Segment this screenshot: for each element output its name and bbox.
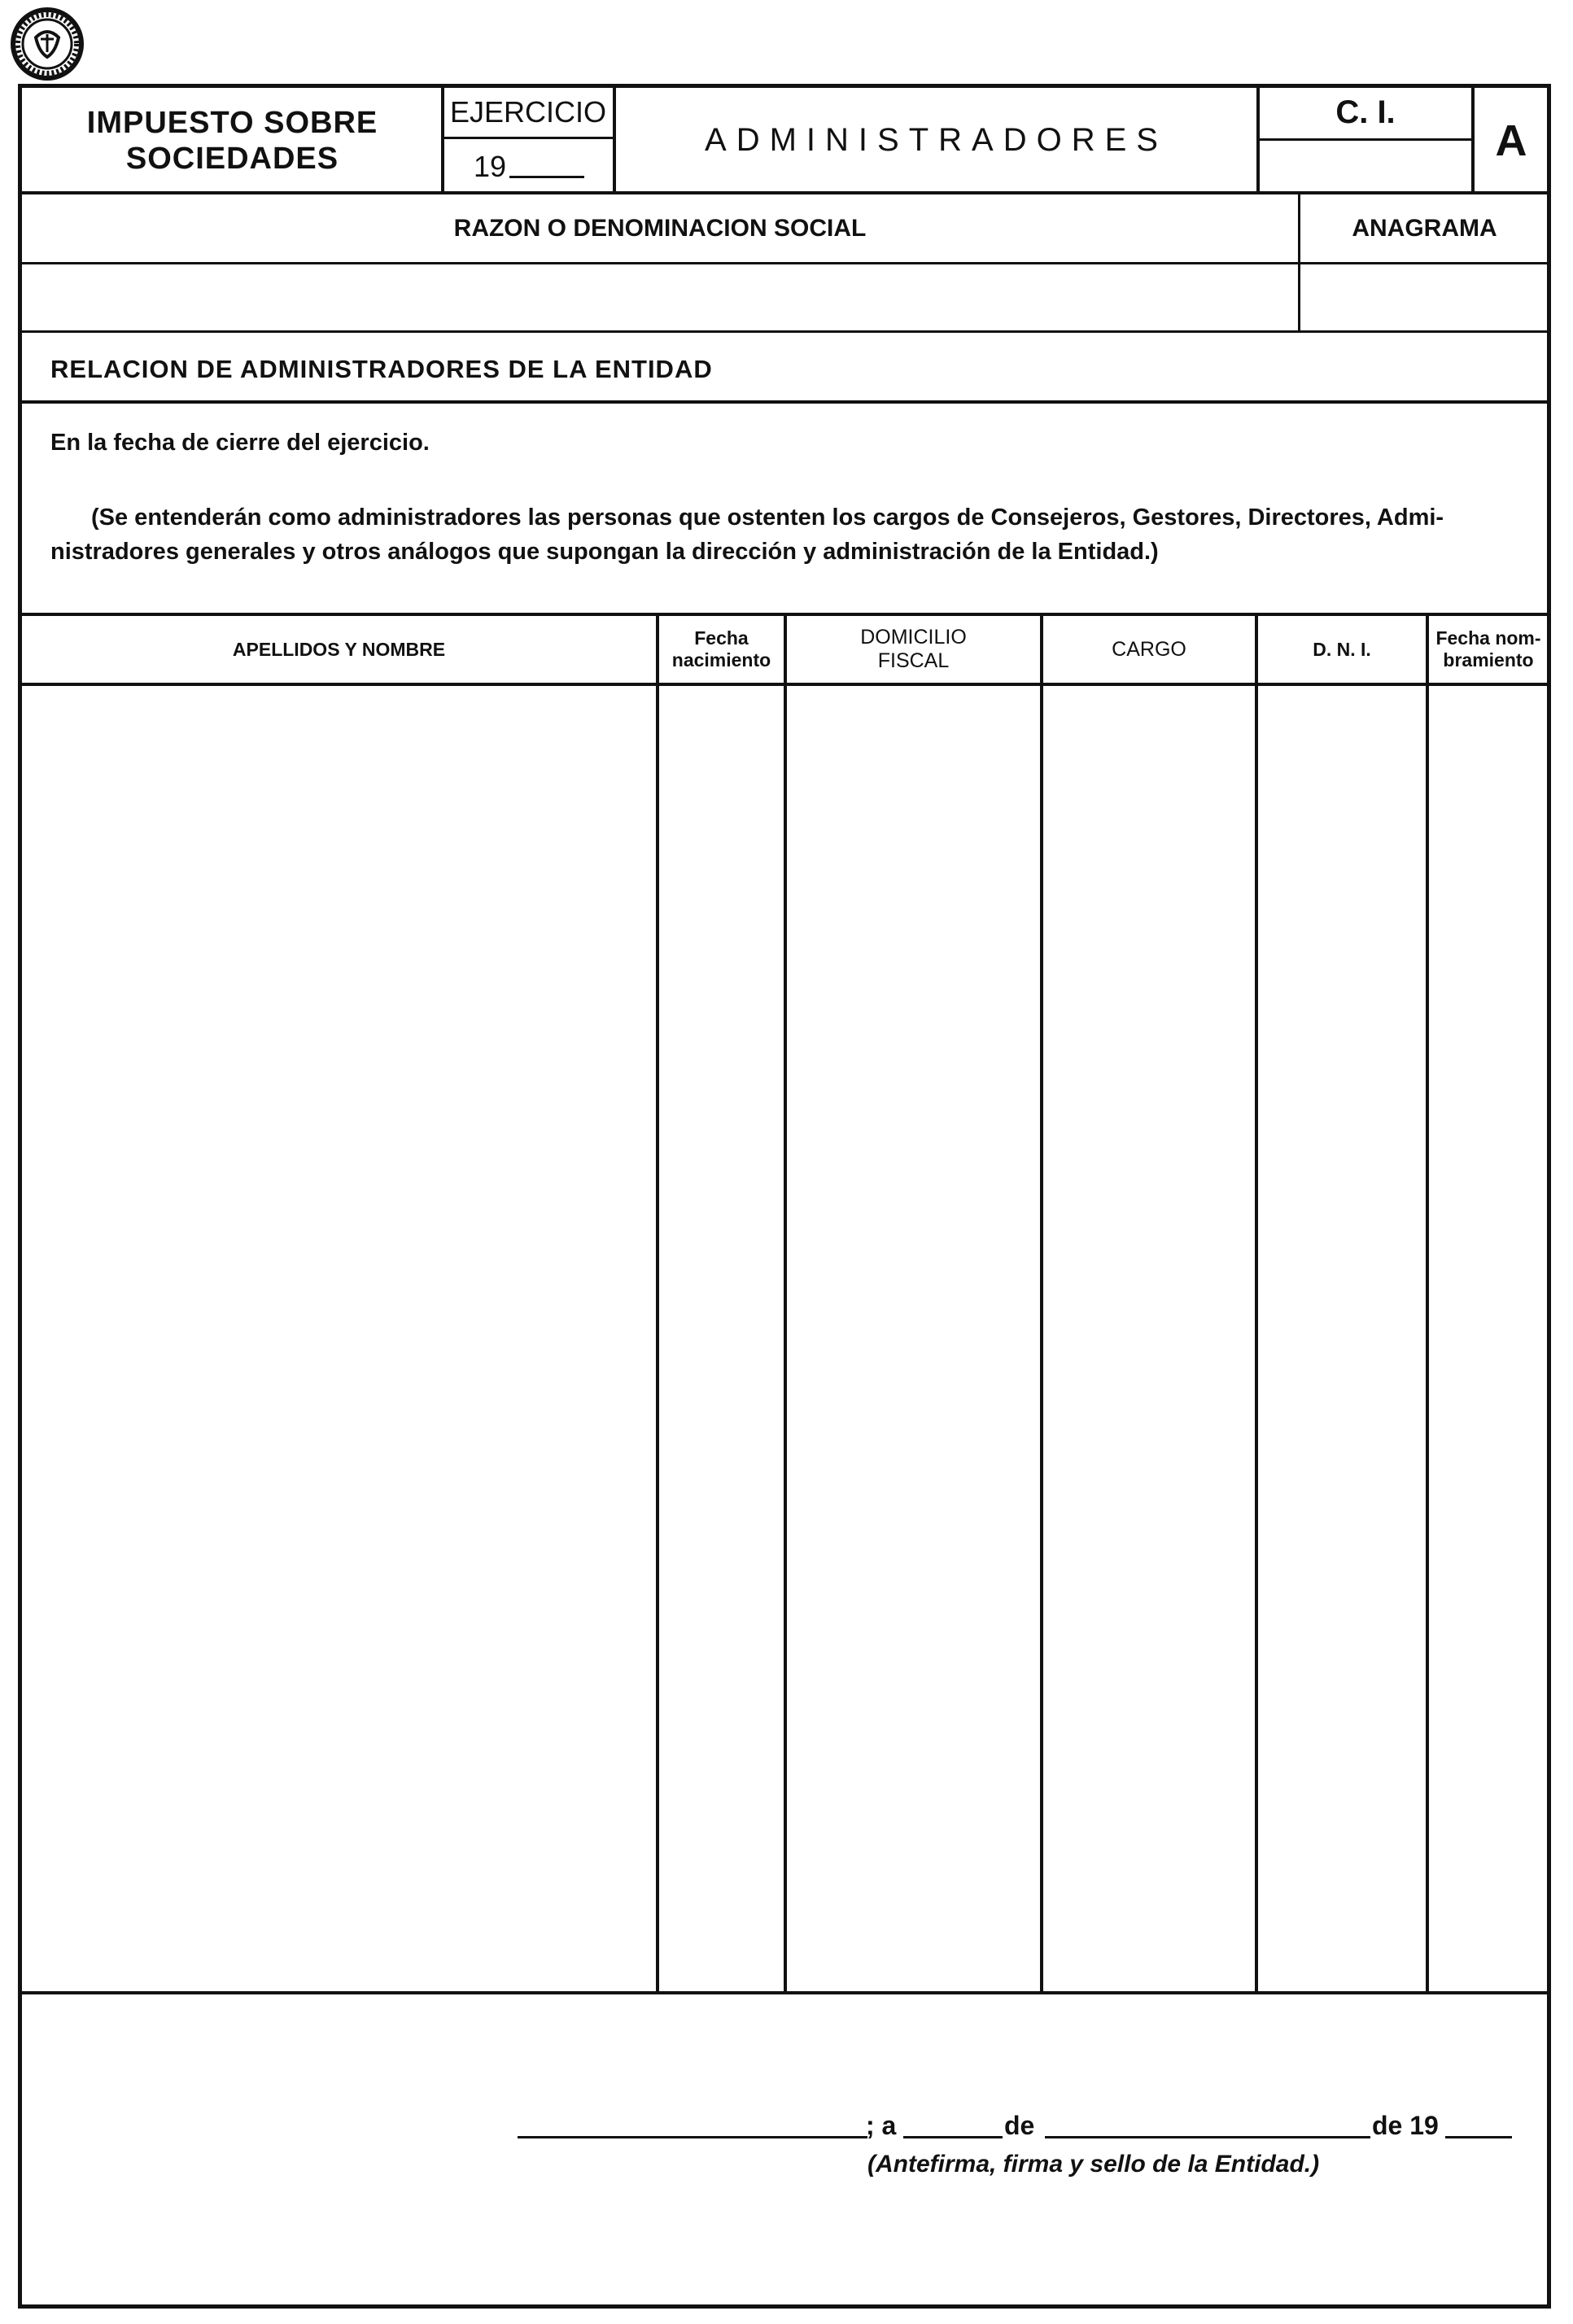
tax-title-line2: SOCIEDADES	[125, 141, 339, 176]
official-seal-icon	[10, 7, 85, 81]
table-body-domicilio[interactable]	[787, 686, 1040, 1991]
ci-label: C. I.	[1335, 94, 1396, 130]
column-header-apellidos: APELLIDOS Y NOMBRE	[232, 638, 446, 660]
signature-day-line[interactable]	[903, 2136, 1003, 2138]
signature-place-line[interactable]	[518, 2136, 867, 2138]
company-name-label: RAZON O DENOMINACION SOCIAL	[453, 214, 867, 242]
signature-month-line[interactable]	[1045, 2136, 1370, 2138]
explanation-line2: nistradores generales y otros análogos que supongan la dirección y administración de la Entidad.)	[50, 539, 1159, 565]
date-note: En la fecha de cierre del ejercicio.	[50, 430, 430, 456]
table-body-dni[interactable]	[1258, 686, 1426, 1991]
signature-caption: (Antefirma, firma y sello de la Entidad.)	[867, 2151, 1320, 2178]
column-header-dni: D. N. I.	[1313, 638, 1371, 660]
year-prefix: 19	[474, 150, 507, 183]
anagram-label: ANAGRAMA	[1352, 214, 1497, 242]
column-header-fecha-nombramiento: Fecha nom- bramiento	[1435, 627, 1541, 671]
signature-de-19: de 19	[1372, 2111, 1439, 2140]
company-name-field[interactable]	[22, 265, 1296, 330]
anagram-field[interactable]	[1301, 265, 1548, 330]
explanation-line1: (Se entenderán como administradores las personas que ostenten los cargos de Consejeros, Gestores, Directores, Admi-	[91, 505, 1444, 531]
sheet-letter: A	[1495, 116, 1527, 165]
column-header-cargo: CARGO	[1112, 637, 1186, 661]
column-header-domicilio: DOMICILIO FISCAL	[860, 626, 967, 672]
tax-title	[22, 88, 443, 193]
column-header-fecha-nacimiento: Fecha nacimiento	[671, 627, 771, 671]
tax-title-line1: IMPUESTO SOBRE	[86, 105, 378, 140]
signature-year-line[interactable]	[1445, 2136, 1512, 2138]
table-body-cargo[interactable]	[1043, 686, 1255, 1991]
form-title: ADMINISTRADORES	[705, 122, 1168, 158]
signature-comma-a: ; a	[866, 2111, 897, 2140]
signature-de-1: de	[1004, 2111, 1035, 2140]
relacion-heading: RELACION DE ADMINISTRADORES DE LA ENTIDAD	[50, 355, 713, 383]
ejercicio-label: EJERCICIO	[449, 95, 607, 129]
table-body-fecha-nombramiento[interactable]	[1429, 686, 1548, 1991]
table-body-fecha-nacimiento[interactable]	[659, 686, 784, 1991]
table-body-apellidos[interactable]	[22, 686, 656, 1991]
ci-field[interactable]	[1260, 142, 1471, 190]
year-field[interactable]	[444, 140, 612, 190]
